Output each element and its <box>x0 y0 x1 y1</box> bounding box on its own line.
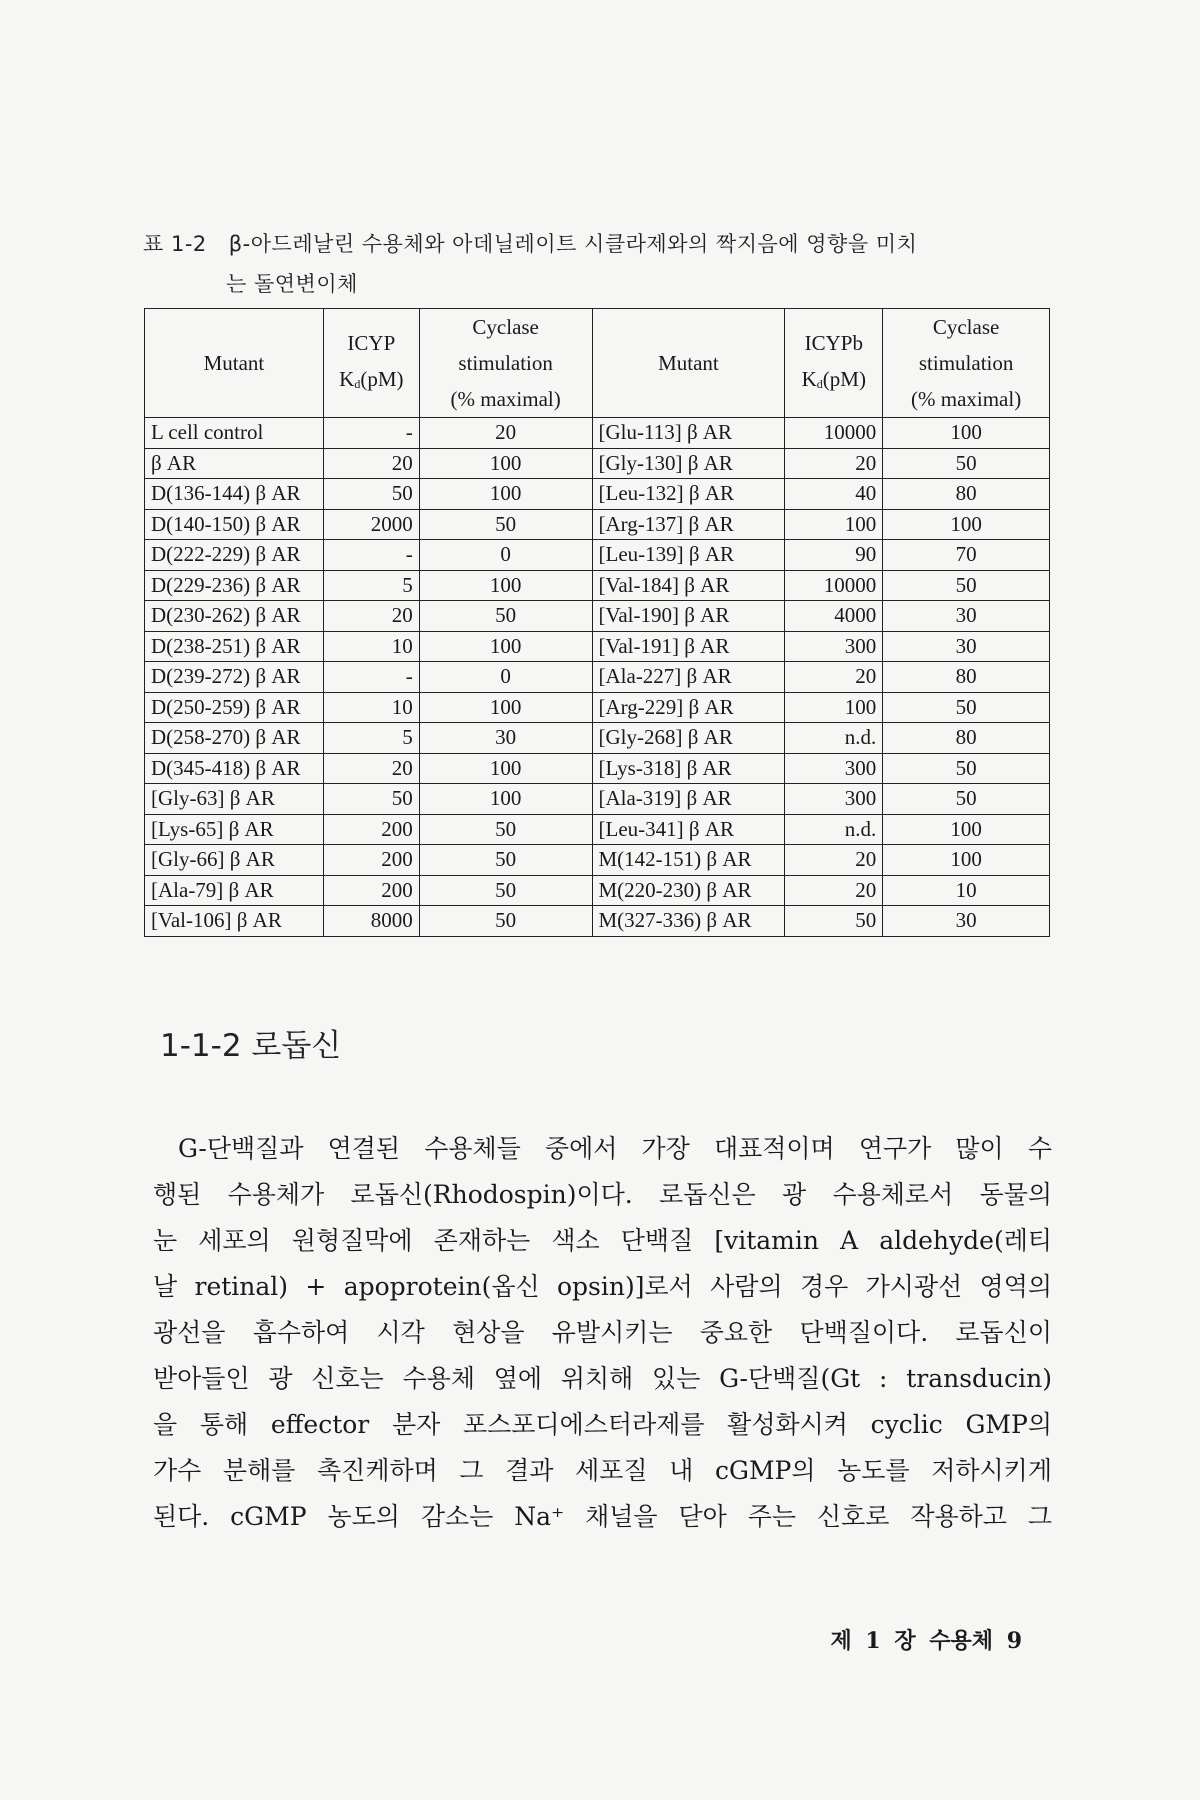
kd-cell: - <box>323 418 419 449</box>
cyclase-cell: 30 <box>419 723 592 754</box>
table-row <box>145 692 1050 723</box>
body-line: G-단백질과 연결된 수용체들 중에서 가장 대표적이며 연구가 많이 수 <box>178 1134 1052 1163</box>
cyclase-cell: 50 <box>883 570 1050 601</box>
mutant-cell: [Gly-268] β AR <box>592 723 785 754</box>
mutant-cell: [Glu-113] β AR <box>592 418 785 449</box>
mutant-cell: [Gly-130] β AR <box>592 448 785 479</box>
table-row <box>145 814 1050 845</box>
mutant-cell: [Leu-139] β AR <box>592 540 785 571</box>
kd-cell: 300 <box>785 784 883 815</box>
kd-cell: 10000 <box>785 418 883 449</box>
table-row <box>145 448 1050 479</box>
mutant-cell: D(140-150) β AR <box>145 509 324 540</box>
table-row <box>145 784 1050 815</box>
kd-cell: 100 <box>785 509 883 540</box>
cyclase-cell: 50 <box>883 753 1050 784</box>
kd-cell: 20 <box>785 845 883 876</box>
kd-cell: 300 <box>785 753 883 784</box>
mutant-cell: [Val-184] β AR <box>592 570 785 601</box>
cyclase-cell: 100 <box>419 570 592 601</box>
cyclase-cell: 100 <box>419 692 592 723</box>
cyclase-cell: 10 <box>883 875 1050 906</box>
kd-cell: 2000 <box>323 509 419 540</box>
header-mutant-2: Mutant <box>592 309 785 418</box>
table-row <box>145 753 1050 784</box>
table-row <box>145 601 1050 632</box>
kd-cell: 20 <box>323 753 419 784</box>
cyclase-cell: 100 <box>419 479 592 510</box>
cyclase-cell: 50 <box>419 509 592 540</box>
kd-cell: 10000 <box>785 570 883 601</box>
kd-cell: 5 <box>323 723 419 754</box>
body-text <box>153 1126 1052 1540</box>
mutant-cell: M(142-151) β AR <box>592 845 785 876</box>
table-header-row <box>145 309 1050 418</box>
mutant-cell: [Ala-227] β AR <box>592 662 785 693</box>
cyclase-cell: 30 <box>883 601 1050 632</box>
table-row <box>145 662 1050 693</box>
mutant-cell: [Lys-65] β AR <box>145 814 324 845</box>
cyclase-cell: 50 <box>419 814 592 845</box>
kd-cell: 200 <box>323 875 419 906</box>
mutant-cell: D(222-229) β AR <box>145 540 324 571</box>
mutant-cell: D(238-251) β AR <box>145 631 324 662</box>
body-line: 광선을 흡수하여 시각 현상을 유발시키는 중요한 단백질이다. 로돕신이 <box>153 1318 1052 1347</box>
body-line: 가수 분해를 촉진케하며 그 결과 세포질 내 cGMP의 농도를 저하시키게 <box>153 1456 1052 1485</box>
mutant-cell: [Leu-341] β AR <box>592 814 785 845</box>
kd-cell: 50 <box>785 906 883 937</box>
kd-cell: 20 <box>785 662 883 693</box>
cyclase-cell: 50 <box>883 784 1050 815</box>
mutant-cell: [Leu-132] β AR <box>592 479 785 510</box>
kd-cell: 5 <box>323 570 419 601</box>
table-row <box>145 631 1050 662</box>
mutant-cell: D(345-418) β AR <box>145 753 324 784</box>
mutant-cell: [Arg-137] β AR <box>592 509 785 540</box>
cyclase-cell: 50 <box>419 845 592 876</box>
cyclase-cell: 30 <box>883 631 1050 662</box>
cyclase-cell: 100 <box>419 631 592 662</box>
table-caption <box>143 228 917 258</box>
mutant-cell: [Ala-79] β AR <box>145 875 324 906</box>
caption-line-2: 는 돌연변이체 <box>226 272 358 296</box>
kd-cell: n.d. <box>785 814 883 845</box>
kd-cell: 90 <box>785 540 883 571</box>
cyclase-cell: 0 <box>419 540 592 571</box>
kd-cell: 10 <box>323 692 419 723</box>
kd-cell: 300 <box>785 631 883 662</box>
kd-cell: 200 <box>323 814 419 845</box>
mutant-cell: L cell control <box>145 418 324 449</box>
mutant-cell: [Val-106] β AR <box>145 906 324 937</box>
header-cyclase: Cyclase stimulation (% maximal) <box>419 309 592 418</box>
kd-cell: 20 <box>323 601 419 632</box>
header-icyp-kd: ICYP $K_d(pM)$ <box>323 309 419 418</box>
mutant-cell: β AR <box>145 448 324 479</box>
mutant-cell: [Ala-319] β AR <box>592 784 785 815</box>
cyclase-cell: 50 <box>419 906 592 937</box>
mutant-cell: [Gly-66] β AR <box>145 845 324 876</box>
cyclase-cell: 100 <box>883 814 1050 845</box>
table-row <box>145 540 1050 571</box>
header-mutant: Mutant <box>145 309 324 418</box>
kd-cell: 100 <box>785 692 883 723</box>
kd-cell: 20 <box>323 448 419 479</box>
cyclase-cell: 30 <box>883 906 1050 937</box>
cyclase-cell: 100 <box>883 509 1050 540</box>
mutant-cell: D(250-259) β AR <box>145 692 324 723</box>
mutant-cell: D(229-236) β AR <box>145 570 324 601</box>
cyclase-cell: 50 <box>419 601 592 632</box>
kd-cell: - <box>323 662 419 693</box>
body-line: 눈 세포의 원형질막에 존재하는 색소 단백질 [vitamin A aldehyde(레티 <box>153 1226 1052 1255</box>
mutant-cell: D(230-262) β AR <box>145 601 324 632</box>
cyclase-cell: 80 <box>883 662 1050 693</box>
table-row <box>145 723 1050 754</box>
kd-cell: 40 <box>785 479 883 510</box>
table-row <box>145 906 1050 937</box>
cyclase-cell: 80 <box>883 479 1050 510</box>
kd-cell: 20 <box>785 875 883 906</box>
body-line: 받아들인 광 신호는 수용체 옆에 위치해 있는 G-단백질(Gt : transducin) <box>153 1364 1052 1393</box>
kd-cell: 50 <box>323 784 419 815</box>
table-row <box>145 479 1050 510</box>
kd-cell: 4000 <box>785 601 883 632</box>
table-number: 표 1-2 <box>143 232 207 256</box>
cyclase-cell: 70 <box>883 540 1050 571</box>
cyclase-cell: 80 <box>883 723 1050 754</box>
cyclase-cell: 20 <box>419 418 592 449</box>
page-footer: 제 1 장 수용체 9 <box>830 1628 1022 1654</box>
kd-cell: 10 <box>323 631 419 662</box>
kd-cell: 200 <box>323 845 419 876</box>
kd-cell: - <box>323 540 419 571</box>
kd-cell: 50 <box>323 479 419 510</box>
table-row <box>145 875 1050 906</box>
header-icypb-kd: ICYPb $K_d(pM)$ <box>785 309 883 418</box>
body-line: 된다. cGMP 농도의 감소는 Na⁺ 채널을 닫아 주는 신호로 작용하고 그 <box>153 1502 1052 1531</box>
cyclase-cell: 50 <box>419 875 592 906</box>
mutant-cell: D(239-272) β AR <box>145 662 324 693</box>
mutant-table <box>144 308 1050 937</box>
mutant-cell: [Arg-229] β AR <box>592 692 785 723</box>
cyclase-cell: 100 <box>419 784 592 815</box>
table-row <box>145 845 1050 876</box>
caption-line-1: β-아드레날린 수용체와 아데닐레이트 시클라제와의 짝지음에 영향을 미치 <box>228 232 918 256</box>
cyclase-cell: 100 <box>883 418 1050 449</box>
mutant-cell: [Lys-318] β AR <box>592 753 785 784</box>
header-cyclase-2: Cyclase stimulation (% maximal) <box>883 309 1050 418</box>
mutant-cell: D(136-144) β AR <box>145 479 324 510</box>
mutant-cell: [Val-191] β AR <box>592 631 785 662</box>
cyclase-cell: 50 <box>883 448 1050 479</box>
table-row <box>145 570 1050 601</box>
table-row <box>145 418 1050 449</box>
mutant-cell: M(220-230) β AR <box>592 875 785 906</box>
mutant-cell: [Val-190] β AR <box>592 601 785 632</box>
table-row <box>145 509 1050 540</box>
kd-cell: 8000 <box>323 906 419 937</box>
mutant-cell: [Gly-63] β AR <box>145 784 324 815</box>
cyclase-cell: 0 <box>419 662 592 693</box>
body-line: 날 retinal) + apoprotein(옵신 opsin)]로서 사람의 경우 가시광선 영역의 <box>153 1272 1052 1301</box>
mutant-cell: M(327-336) β AR <box>592 906 785 937</box>
kd-cell: n.d. <box>785 723 883 754</box>
cyclase-cell: 50 <box>883 692 1050 723</box>
cyclase-cell: 100 <box>419 753 592 784</box>
cyclase-cell: 100 <box>419 448 592 479</box>
body-line: 을 통해 effector 분자 포스포디에스터라제를 활성화시켜 cyclic GMP의 <box>153 1410 1052 1439</box>
section-heading: 1-1-2 로돕신 <box>160 1028 342 1064</box>
cyclase-cell: 100 <box>883 845 1050 876</box>
mutant-cell: D(258-270) β AR <box>145 723 324 754</box>
body-line: 행된 수용체가 로돕신(Rhodospin)이다. 로돕신은 광 수용체로서 동물의 <box>153 1180 1052 1209</box>
kd-cell: 20 <box>785 448 883 479</box>
